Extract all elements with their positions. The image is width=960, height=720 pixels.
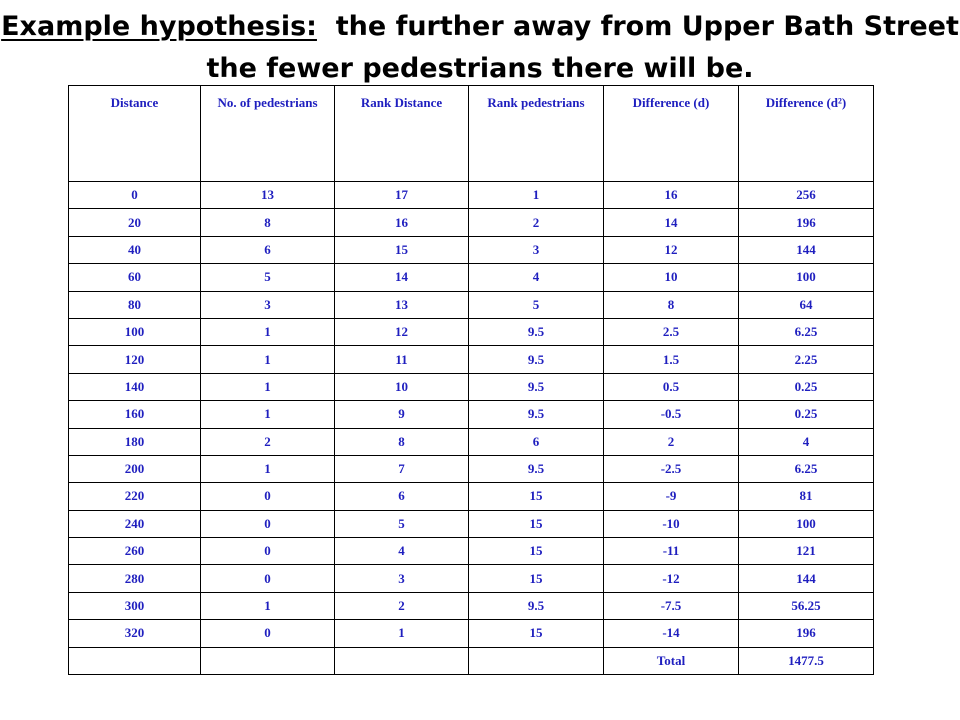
cell-difference: 2.5 xyxy=(604,318,739,345)
header-row xyxy=(69,86,874,182)
cell-difference: -9 xyxy=(604,483,739,510)
table-row xyxy=(69,373,874,400)
table-row xyxy=(69,455,874,482)
cell-rank-pedestrians: 9.5 xyxy=(469,373,604,400)
cell-pedestrians: 0 xyxy=(201,538,335,565)
table-row xyxy=(69,182,874,209)
table-row xyxy=(69,209,874,236)
cell-pedestrians: 8 xyxy=(201,209,335,236)
table-row xyxy=(69,510,874,537)
total-empty-cell xyxy=(469,647,604,674)
cell-rank-distance: 10 xyxy=(335,373,469,400)
cell-pedestrians: 0 xyxy=(201,510,335,537)
cell-difference: 12 xyxy=(604,236,739,263)
table-row xyxy=(69,620,874,647)
cell-distance: 220 xyxy=(69,483,201,510)
cell-distance: 200 xyxy=(69,455,201,482)
cell-difference: -7.5 xyxy=(604,592,739,619)
table-row xyxy=(69,565,874,592)
cell-rank-distance: 16 xyxy=(335,209,469,236)
cell-rank-pedestrians: 15 xyxy=(469,565,604,592)
cell-difference: 0.5 xyxy=(604,373,739,400)
header-distance: Distance xyxy=(69,86,201,182)
table-row xyxy=(69,264,874,291)
cell-distance: 20 xyxy=(69,209,201,236)
header-difference-d-squared: Difference (d²) xyxy=(739,86,874,182)
cell-distance: 140 xyxy=(69,373,201,400)
cell-difference-squared: 6.25 xyxy=(739,318,874,345)
cell-rank-pedestrians: 15 xyxy=(469,620,604,647)
cell-difference: -14 xyxy=(604,620,739,647)
cell-difference-squared: 196 xyxy=(739,620,874,647)
table-row xyxy=(69,291,874,318)
cell-difference-squared: 2.25 xyxy=(739,346,874,373)
ranking-table xyxy=(68,85,874,675)
title-lead: Example hypothesis: xyxy=(1,11,317,42)
cell-difference-squared: 6.25 xyxy=(739,455,874,482)
total-row xyxy=(69,647,874,674)
cell-difference-squared: 121 xyxy=(739,538,874,565)
total-value: 1477.5 xyxy=(739,647,874,674)
table-row xyxy=(69,538,874,565)
cell-rank-pedestrians: 9.5 xyxy=(469,592,604,619)
cell-rank-pedestrians: 15 xyxy=(469,510,604,537)
cell-difference-squared: 0.25 xyxy=(739,401,874,428)
cell-difference: -11 xyxy=(604,538,739,565)
table-body xyxy=(69,182,874,675)
total-empty-cell xyxy=(335,647,469,674)
cell-rank-pedestrians: 6 xyxy=(469,428,604,455)
slide-title xyxy=(0,6,960,90)
cell-difference-squared: 4 xyxy=(739,428,874,455)
table-row xyxy=(69,483,874,510)
cell-distance: 280 xyxy=(69,565,201,592)
table-row xyxy=(69,428,874,455)
cell-rank-pedestrians: 3 xyxy=(469,236,604,263)
cell-pedestrians: 0 xyxy=(201,483,335,510)
cell-rank-pedestrians: 15 xyxy=(469,538,604,565)
header-rank-distance: Rank Distance xyxy=(335,86,469,182)
cell-difference: -12 xyxy=(604,565,739,592)
table-row xyxy=(69,592,874,619)
cell-pedestrians: 1 xyxy=(201,346,335,373)
title-rest: the further away from Upper Bath Street the fewer pedestrians there will be. xyxy=(206,11,959,84)
cell-distance: 160 xyxy=(69,401,201,428)
cell-rank-distance: 14 xyxy=(335,264,469,291)
cell-rank-pedestrians: 15 xyxy=(469,483,604,510)
cell-rank-distance: 8 xyxy=(335,428,469,455)
cell-difference: 14 xyxy=(604,209,739,236)
cell-difference: -10 xyxy=(604,510,739,537)
cell-difference-squared: 56.25 xyxy=(739,592,874,619)
cell-distance: 300 xyxy=(69,592,201,619)
cell-rank-distance: 7 xyxy=(335,455,469,482)
cell-distance: 240 xyxy=(69,510,201,537)
cell-difference: 2 xyxy=(604,428,739,455)
table-row xyxy=(69,318,874,345)
cell-difference-squared: 64 xyxy=(739,291,874,318)
cell-rank-distance: 4 xyxy=(335,538,469,565)
cell-rank-distance: 6 xyxy=(335,483,469,510)
cell-pedestrians: 5 xyxy=(201,264,335,291)
cell-rank-distance: 17 xyxy=(335,182,469,209)
cell-pedestrians: 2 xyxy=(201,428,335,455)
cell-difference-squared: 256 xyxy=(739,182,874,209)
cell-pedestrians: 1 xyxy=(201,373,335,400)
cell-rank-pedestrians: 4 xyxy=(469,264,604,291)
total-empty-cell xyxy=(201,647,335,674)
cell-rank-distance: 13 xyxy=(335,291,469,318)
cell-pedestrians: 1 xyxy=(201,401,335,428)
cell-pedestrians: 6 xyxy=(201,236,335,263)
header-pedestrians: No. of pedestrians xyxy=(201,86,335,182)
cell-distance: 40 xyxy=(69,236,201,263)
cell-rank-distance: 11 xyxy=(335,346,469,373)
cell-rank-distance: 15 xyxy=(335,236,469,263)
cell-difference-squared: 196 xyxy=(739,209,874,236)
cell-difference: -2.5 xyxy=(604,455,739,482)
cell-difference: 8 xyxy=(604,291,739,318)
cell-rank-pedestrians: 9.5 xyxy=(469,455,604,482)
cell-rank-distance: 3 xyxy=(335,565,469,592)
cell-rank-distance: 2 xyxy=(335,592,469,619)
cell-rank-pedestrians: 9.5 xyxy=(469,346,604,373)
cell-rank-distance: 1 xyxy=(335,620,469,647)
cell-difference: -0.5 xyxy=(604,401,739,428)
table-row xyxy=(69,236,874,263)
cell-distance: 180 xyxy=(69,428,201,455)
cell-pedestrians: 3 xyxy=(201,291,335,318)
cell-pedestrians: 1 xyxy=(201,592,335,619)
cell-difference-squared: 100 xyxy=(739,264,874,291)
cell-difference-squared: 0.25 xyxy=(739,373,874,400)
table-row xyxy=(69,401,874,428)
cell-rank-distance: 5 xyxy=(335,510,469,537)
cell-difference-squared: 100 xyxy=(739,510,874,537)
cell-rank-pedestrians: 9.5 xyxy=(469,401,604,428)
cell-distance: 320 xyxy=(69,620,201,647)
cell-distance: 0 xyxy=(69,182,201,209)
cell-rank-pedestrians: 2 xyxy=(469,209,604,236)
cell-difference-squared: 144 xyxy=(739,565,874,592)
cell-pedestrians: 1 xyxy=(201,318,335,345)
cell-distance: 120 xyxy=(69,346,201,373)
total-label: Total xyxy=(604,647,739,674)
cell-difference-squared: 81 xyxy=(739,483,874,510)
cell-pedestrians: 1 xyxy=(201,455,335,482)
cell-distance: 80 xyxy=(69,291,201,318)
cell-difference-squared: 144 xyxy=(739,236,874,263)
cell-difference: 1.5 xyxy=(604,346,739,373)
header-difference-d: Difference (d) xyxy=(604,86,739,182)
cell-pedestrians: 13 xyxy=(201,182,335,209)
cell-difference: 16 xyxy=(604,182,739,209)
cell-rank-pedestrians: 5 xyxy=(469,291,604,318)
cell-rank-distance: 9 xyxy=(335,401,469,428)
cell-pedestrians: 0 xyxy=(201,565,335,592)
cell-rank-distance: 12 xyxy=(335,318,469,345)
cell-difference: 10 xyxy=(604,264,739,291)
cell-distance: 60 xyxy=(69,264,201,291)
cell-pedestrians: 0 xyxy=(201,620,335,647)
total-empty-cell xyxy=(69,647,201,674)
cell-rank-pedestrians: 1 xyxy=(469,182,604,209)
header-rank-pedestrians: Rank pedestrians xyxy=(469,86,604,182)
table-row xyxy=(69,346,874,373)
cell-rank-pedestrians: 9.5 xyxy=(469,318,604,345)
cell-distance: 260 xyxy=(69,538,201,565)
cell-distance: 100 xyxy=(69,318,201,345)
